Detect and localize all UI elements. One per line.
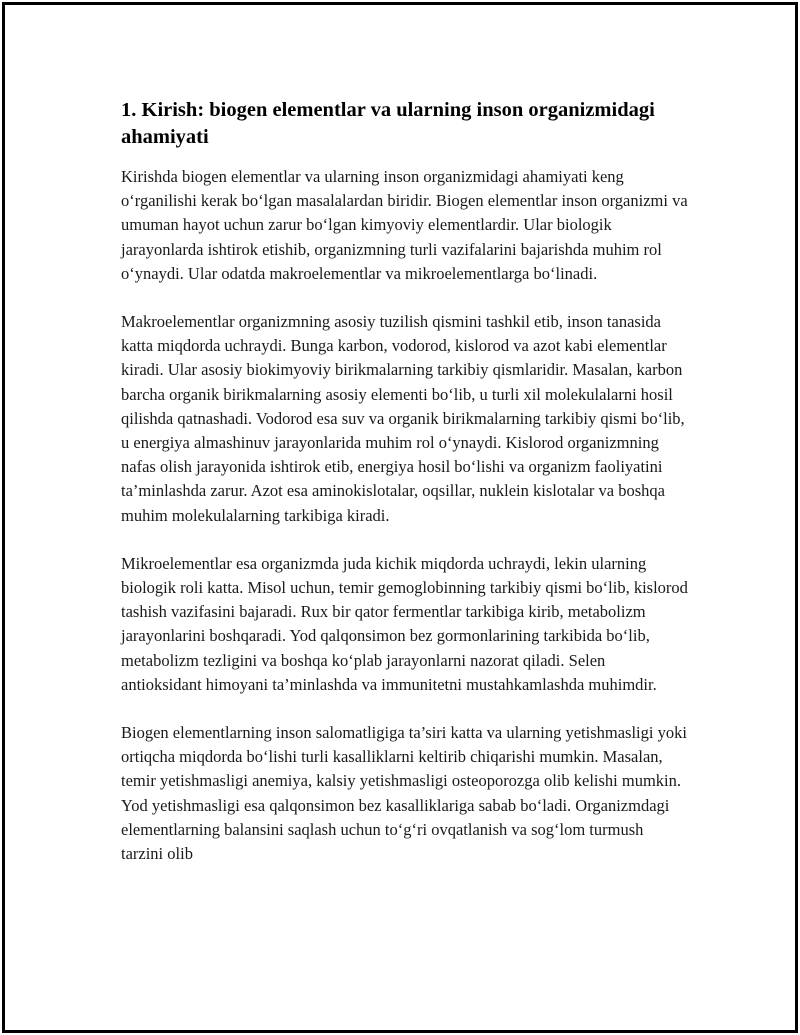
paragraph-macroelements: Makroelementlar organizmning asosiy tuzilish qismini tashkil etib, inson tanasida katta miqdorda uchraydi. Bunga karbon, vodorod, kislorod va azot kabi elementlar kiradi. Ular asosiy biokimyoviy birikmalarning tarkibiy qismlaridir. Masalan, karbon barcha organik birikmalarning asosiy elementi bo‘lib, u turli xil molekulalarni hosil qilishda qatnashadi. Vodorod esa suv va organik birikmalarning tarkibiy qismi bo‘lib, u energiya almashinuv jarayonlarida muhim rol o‘ynaydi. Kislorod organizmning nafas olish jarayonida ishtirok etib, energiya hosil bo‘lishi va organizm faoliyatini ta’minlashda zarur. Azot esa aminokislotalar, oqsillar, nuklein kislotalar va boshqa muhim molekulalarning tarkibiga kiradi. [121, 312, 685, 525]
paragraph-intro: Kirishda biogen elementlar va ularning inson organizmidagi ahamiyati keng o‘rganilishi kerak bo‘lgan masalalardan biridir. Biogen elementlar inson organizmi va umuman hayot uchun zarur bo‘lgan kimyoviy elementlardir. Ular biologik jarayonlarda ishtirok etishib, organizmning turli vazifalarini bajarishda muhim rol o‘ynaydi. Ular odatda makroelementlar va mikroelementlarga bo‘linadi. [121, 167, 688, 283]
document-body [121, 97, 689, 890]
paragraph-microelements: Mikroelementlar esa organizmda juda kichik miqdorda uchraydi, lekin ularning biologik roli katta. Misol uchun, temir gemoglobinning tarkibiy qismi bo‘lib, kislorod tashish vazifasini bajaradi. Rux bir qator fermentlar tarkibiga kirib, metabolizm jarayonlarini boshqaradi. Yod qalqonsimon bez gormonlarining tarkibida bo‘lib, metabolizm tezligini va boshqa ko‘plab jarayonlarni nazorat qiladi. Selen antioksidant himoyani ta’minlashda va immunitetni mustahkamlashda muhimdir. [121, 553, 688, 694]
page-frame [2, 2, 798, 1033]
section-heading: 1. Kirish: biogen elementlar va ularning inson organizmidagi ahamiyati [121, 99, 655, 148]
paragraph-health-impact: Biogen elementlarning inson salomatligiga ta’siri katta va ularning yetishmasligi yoki ortiqcha miqdorda bo‘lishi turli kasalliklarni keltirib chiqarishi mumkin. Masalan, temir yetishmasligi anemiya, kalsiy yetishmasligi osteoporozga olib kelishi mumkin. Yod yetishmasligi esa qalqonsimon bez kasalliklariga sabab bo‘ladi. Organizmdagi elementlarning balansini saqlash uchun to‘g‘ri ovqatlanish va sog‘lom turmush tarzini olib [121, 723, 687, 864]
